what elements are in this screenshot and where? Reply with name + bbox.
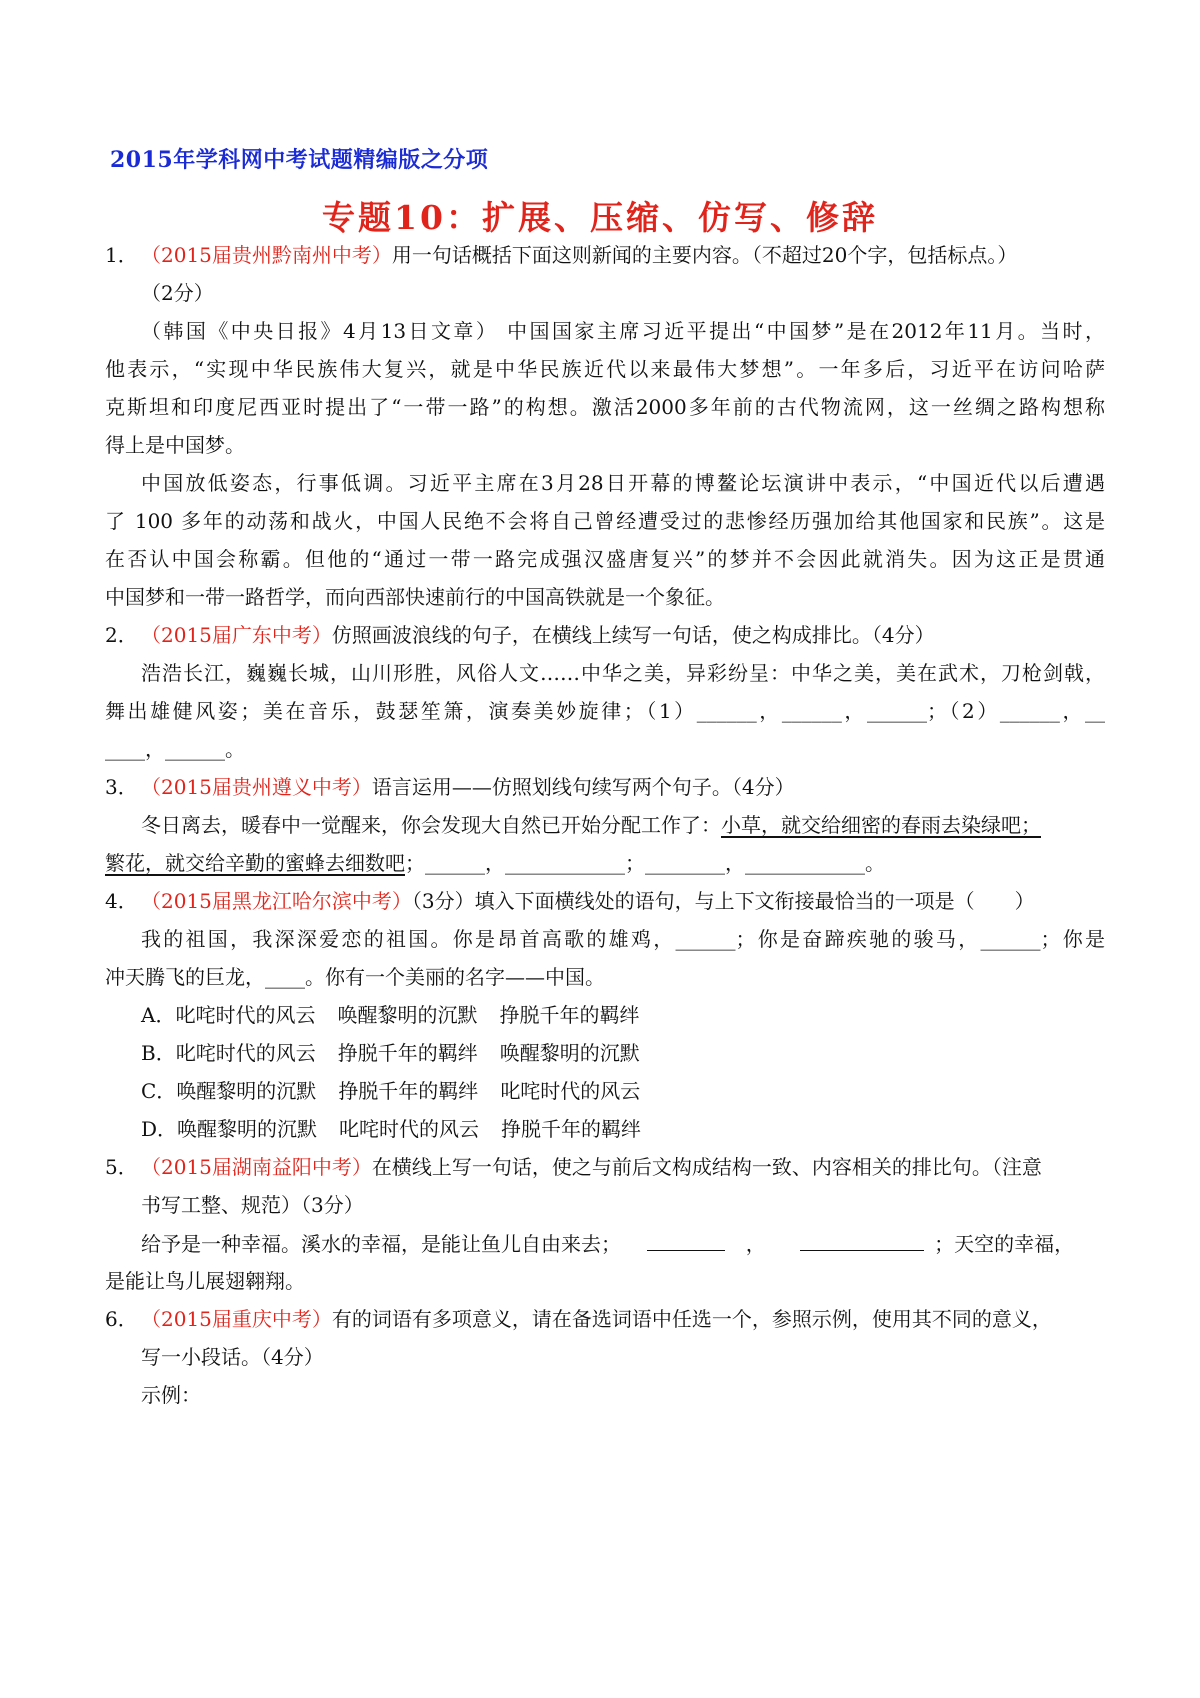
option-phrase: 唤醒黎明的沉默 <box>176 1079 317 1103</box>
option-phrase: 挣脱千年的羁绊 <box>337 1041 478 1065</box>
q2-line3: ____，______。 <box>105 737 245 761</box>
q4-source: （2015届黑龙江哈尔滨中考） <box>141 889 412 913</box>
q2-number: 2． <box>105 623 138 647</box>
q5-stem: 在横线上写一句话，使之与前后文构成结构一致、内容相关的排比句。（注意 <box>371 1155 1042 1179</box>
q6-source: （2015届重庆中考） <box>141 1307 332 1331</box>
q4-number: 4． <box>105 889 138 913</box>
q1-para2-line3: 在否认中国会称霸。但他的“通过一带一路完成强汉盛唐复兴”的梦并不会因此就消失。因为这正是贯通 <box>105 547 1105 571</box>
q4-line1: 我的祖国，我深深爱恋的祖国。你是昂首高歌的雄鸡，______；你是奋蹄疾驰的骏马，______；你是 <box>141 927 1105 951</box>
option-phrase: 唤醒黎明的沉默 <box>177 1117 318 1141</box>
q1-source: （2015届贵州黔南州中考） <box>141 243 392 267</box>
q5-stem-cont: 书写工整、规范）（3分） <box>141 1193 364 1217</box>
q5-line2: 是能让鸟儿展翅翱翔。 <box>105 1269 305 1293</box>
q5-line1-end: ；天空的幸福， <box>934 1232 1075 1256</box>
q5-source: （2015届湖南益阳中考） <box>141 1155 372 1179</box>
q3-number: 3． <box>105 775 138 799</box>
option-phrase: 叱咤时代的风云 <box>339 1117 480 1141</box>
q4-option-a <box>141 1000 639 1030</box>
option-key: C． <box>141 1079 177 1103</box>
option-key: A． <box>141 1003 176 1027</box>
q3-line1-text: 冬日离去，暖春中一觉醒来，你会发现大自然已开始分配工作了： <box>141 813 721 837</box>
q6-example-label: 示例： <box>141 1383 201 1407</box>
answer-blank <box>800 1228 924 1251</box>
q1-para1-line4: 得上是中国梦。 <box>105 433 245 457</box>
q5-line1-text: 给予是一种幸福。溪水的幸福，是能让鱼儿自由来去； <box>141 1232 621 1256</box>
q3-line1 <box>141 810 1041 840</box>
q4-stem: （3分）填入下面横线处的语句，与上下文衔接最恰当的一项是（ ） <box>411 889 1035 913</box>
q1-para2-line4: 中国梦和一带一路哲学，而向西部快速前行的中国高铁就是一个象征。 <box>105 585 725 609</box>
q1-para1-line3: 克斯坦和印度尼西亚时提出了“一带一路”的构想。激活2000多年前的古代物流网，这一丝绸之路构想称 <box>105 395 1105 419</box>
q3-blanks: ；______，____________；________，____________。 <box>405 851 885 875</box>
q5-stem-line <box>105 1152 1042 1182</box>
option-key: D． <box>141 1117 178 1141</box>
q1-para2-line1: 中国放低姿态，行事低调。习近平主席在3月28日开幕的博鳌论坛演讲中表示，“中国近代以后遭遇 <box>141 471 1105 495</box>
q1-number: 1． <box>105 243 138 267</box>
q4-line2: 冲天腾飞的巨龙，____。你有一个美丽的名字——中国。 <box>105 965 605 989</box>
q4-option-c <box>141 1076 640 1106</box>
series-title: 2015年学科网中考试题精编版之分项 <box>110 147 489 173</box>
q2-stem: 仿照画波浪线的句子，在横线上续写一句话，使之构成排比。（4分） <box>331 623 935 647</box>
q3-source: （2015届贵州遵义中考） <box>141 775 372 799</box>
topic-title: 专题10：扩展、压缩、仿写、修辞 <box>322 198 878 237</box>
q4-option-b <box>141 1038 640 1068</box>
q3-stem-line <box>105 772 795 802</box>
option-phrase: 挣脱千年的羁绊 <box>338 1079 479 1103</box>
q5-line1: 给予是一种幸福。溪水的幸福，是能让鱼儿自由来去； ， ；天空的幸福， <box>141 1228 1074 1259</box>
q4-stem-line <box>105 886 1035 916</box>
option-phrase: 挣脱千年的羁绊 <box>499 1003 640 1027</box>
q5-number: 5． <box>105 1155 138 1179</box>
q6-stem: 有的词语有多项意义，请在备选词语中任选一个，参照示例，使用其不同的意义， <box>331 1307 1052 1331</box>
q1-para1-line1: （韩国《中央日报》4月13日文章） 中国国家主席习近平提出“中国梦”是在2012年11月。当时， <box>141 319 1105 343</box>
q1-stem-line <box>105 240 1017 270</box>
option-phrase: 唤醒黎明的沉默 <box>499 1041 640 1065</box>
q1-para1-line2: 他表示，“实现中华民族伟大复兴，就是中华民族近代以来最伟大梦想”。一年多后，习近平在访问哈萨 <box>105 357 1105 381</box>
q1-score: （2分） <box>141 281 214 305</box>
q6-number: 6． <box>105 1307 138 1331</box>
q2-line2: 舞出雄健风姿；美在音乐，鼓瑟笙箫，演奏美妙旋律；（1）______，______，______；（2）______，__ <box>105 699 1105 723</box>
option-phrase: 叱咤时代的风云 <box>175 1003 316 1027</box>
q6-stem-cont: 写一小段话。（4分） <box>141 1345 324 1369</box>
q6-stem-line <box>105 1304 1052 1334</box>
option-phrase: 挣脱千年的羁绊 <box>501 1117 642 1141</box>
q2-stem-line <box>105 620 935 650</box>
answer-blank <box>647 1228 725 1251</box>
q1-para2-line2: 了 100 多年的动荡和战火，中国人民绝不会将自己曾经遭受过的悲惨经历强加给其他国家和民族”。这是 <box>105 509 1105 533</box>
q1-stem: 用一句话概括下面这则新闻的主要内容。（不超过20个字，包括标点。） <box>391 243 1018 267</box>
q3-underlined-sentence-2: 繁花，就交给辛勤的蜜蜂去细数吧 <box>105 851 405 875</box>
option-phrase: 叱咤时代的风云 <box>500 1079 641 1103</box>
option-phrase: 唤醒黎明的沉默 <box>337 1003 478 1027</box>
q2-line1: 浩浩长江，巍巍长城，山川形胜，风俗人文……中华之美，异彩纷呈：中华之美，美在武术，刀枪剑戟， <box>141 661 1105 685</box>
option-phrase: 叱咤时代的风云 <box>175 1041 316 1065</box>
option-key: B． <box>141 1041 176 1065</box>
q3-line2 <box>105 848 885 878</box>
q3-stem: 语言运用——仿照划线句续写两个句子。（4分） <box>371 775 795 799</box>
q3-underlined-sentence-1: 小草，就交给细密的春雨去染绿吧； <box>721 813 1041 837</box>
q4-option-d <box>141 1114 641 1144</box>
q2-source: （2015届广东中考） <box>141 623 332 647</box>
